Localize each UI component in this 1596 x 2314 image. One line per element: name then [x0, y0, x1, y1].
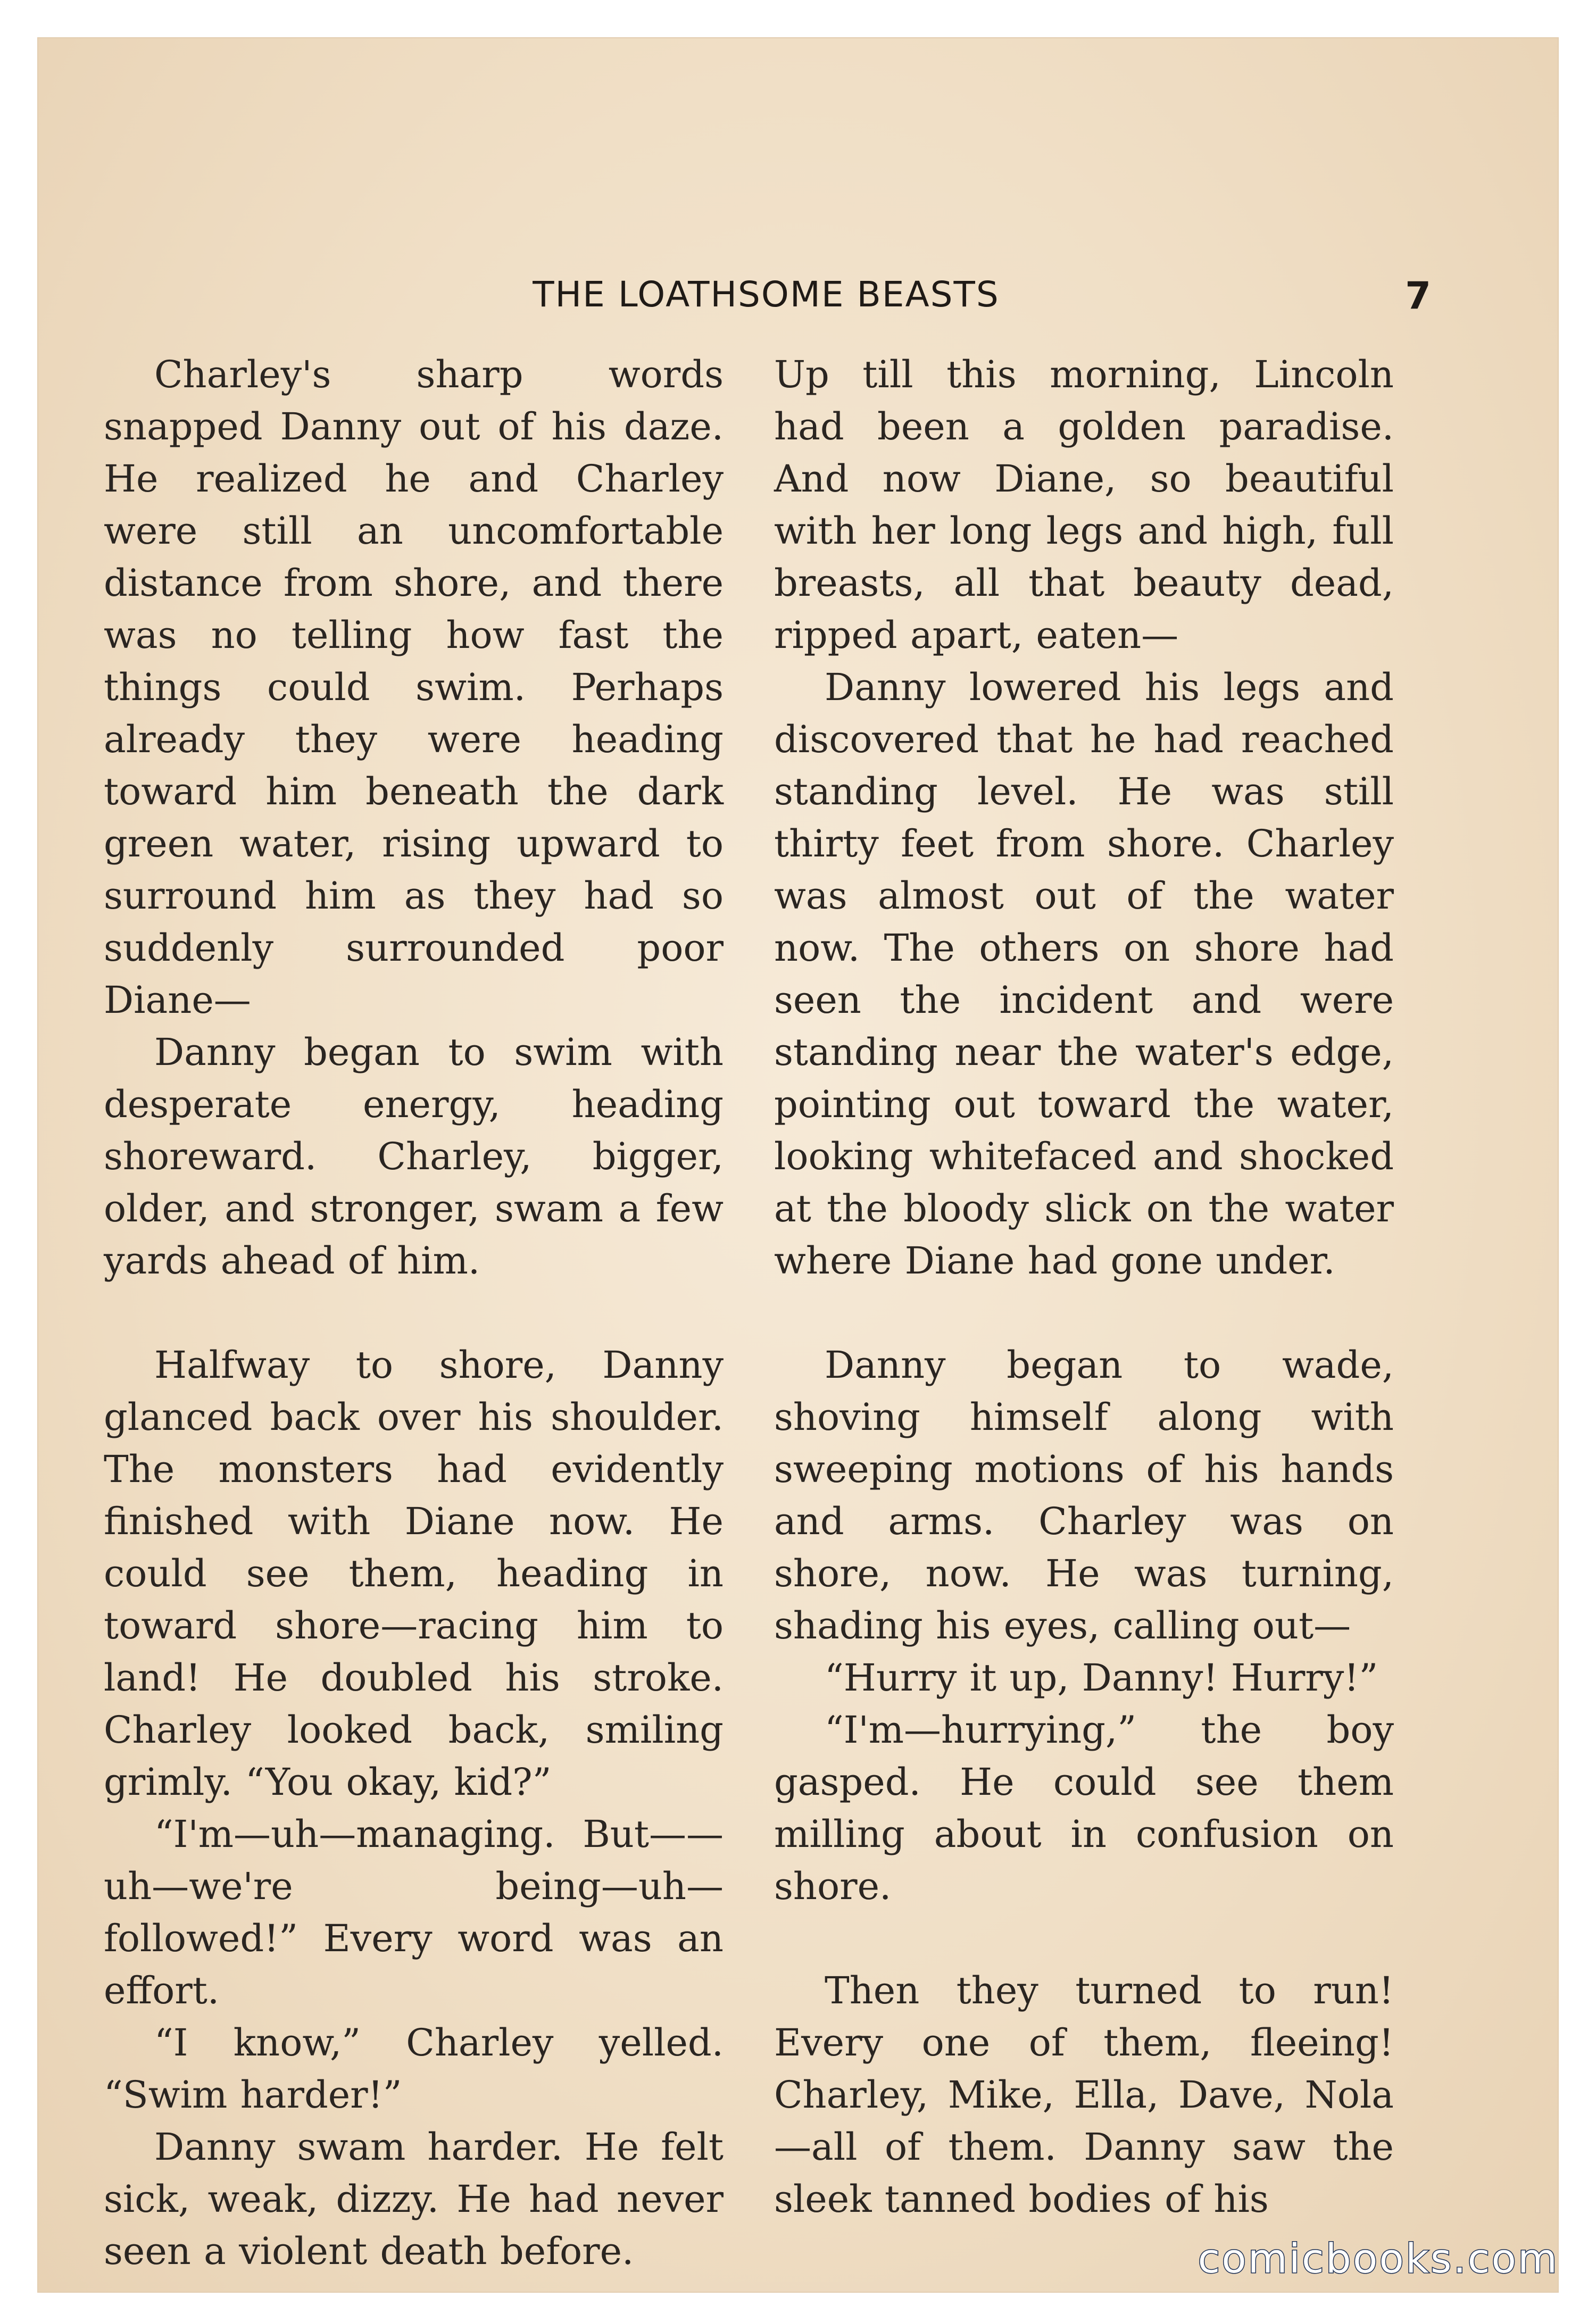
paragraph: Up till this morning, Lincoln had been a golden paradise. And now Diane, so beautiful with her long legs and high, full breasts, all that beauty dead, ripped apart, eaten— — [774, 353, 1394, 657]
running-title: THE LOATHSOME BEASTS — [533, 274, 1000, 315]
paragraph: Danny began to wade, shoving himself along with sweeping motions of his hands and arms. Charley was on shore, now. He was turning, shading his eyes, calling out— — [774, 1343, 1394, 1647]
paragraph: “I'm—uh—managing. But——uh—we're being—uh—followed!” Every word was an effort. — [104, 1812, 724, 2012]
right-text-column — [774, 348, 1394, 2225]
site-watermark: comicbooks.com — [1198, 2235, 1559, 2282]
paragraph: “I'm—hurrying,” the boy gasped. He could see them milling about in confusion on shore. — [774, 1708, 1394, 1908]
paragraph: Danny swam harder. He felt sick, weak, dizzy. He had never seen a violent death before. — [104, 2125, 724, 2273]
paragraph: Danny began to swim with desperate energy, heading shoreward. Charley, bigger, older, and stronger, swam a few yards ahead of him. — [104, 1030, 724, 1283]
paragraph: Danny lowered his legs and discovered that he had reached standing level. He was still thirty feet from shore. Charley was almost out of the water now. The others on shore had seen the incident and were standing near the water's edge, pointing out toward the water, looking whitefaced and shocked at the bloody slick on the water where Diane had gone under. — [774, 665, 1394, 1283]
page-number: 7 — [1405, 274, 1431, 318]
paragraph: Halfway to shore, Danny glanced back over his shoulder. The monsters had evidently finished with Diane now. He could see them, heading in toward shore—racing him to land! He doubled his stroke. Charley looked back, smiling grimly. “You okay, kid?” — [104, 1343, 724, 1804]
left-text-column — [104, 348, 724, 2277]
running-head — [101, 274, 1431, 332]
paragraph: Charley's sharp words snapped Danny out of his daze. He realized he and Charley were still an uncomfortable distance from shore, and there was no telling how fast the things could swim. Perhaps already they were heading toward him beneath the dark green water, rising upward to surround him as they had so suddenly surrounded poor Diane— — [104, 353, 724, 1022]
paragraph: “I know,” Charley yelled. “Swim harder!” — [104, 2021, 724, 2117]
paragraph: Then they turned to run! Every one of them, fleeing! Charley, Mike, Ella, Dave, Nola—all of them. Danny saw the sleek tanned bodies of his — [774, 1969, 1394, 2221]
scanned-page — [37, 37, 1559, 2293]
paragraph: “Hurry it up, Danny! Hurry!” — [825, 1656, 1378, 1700]
